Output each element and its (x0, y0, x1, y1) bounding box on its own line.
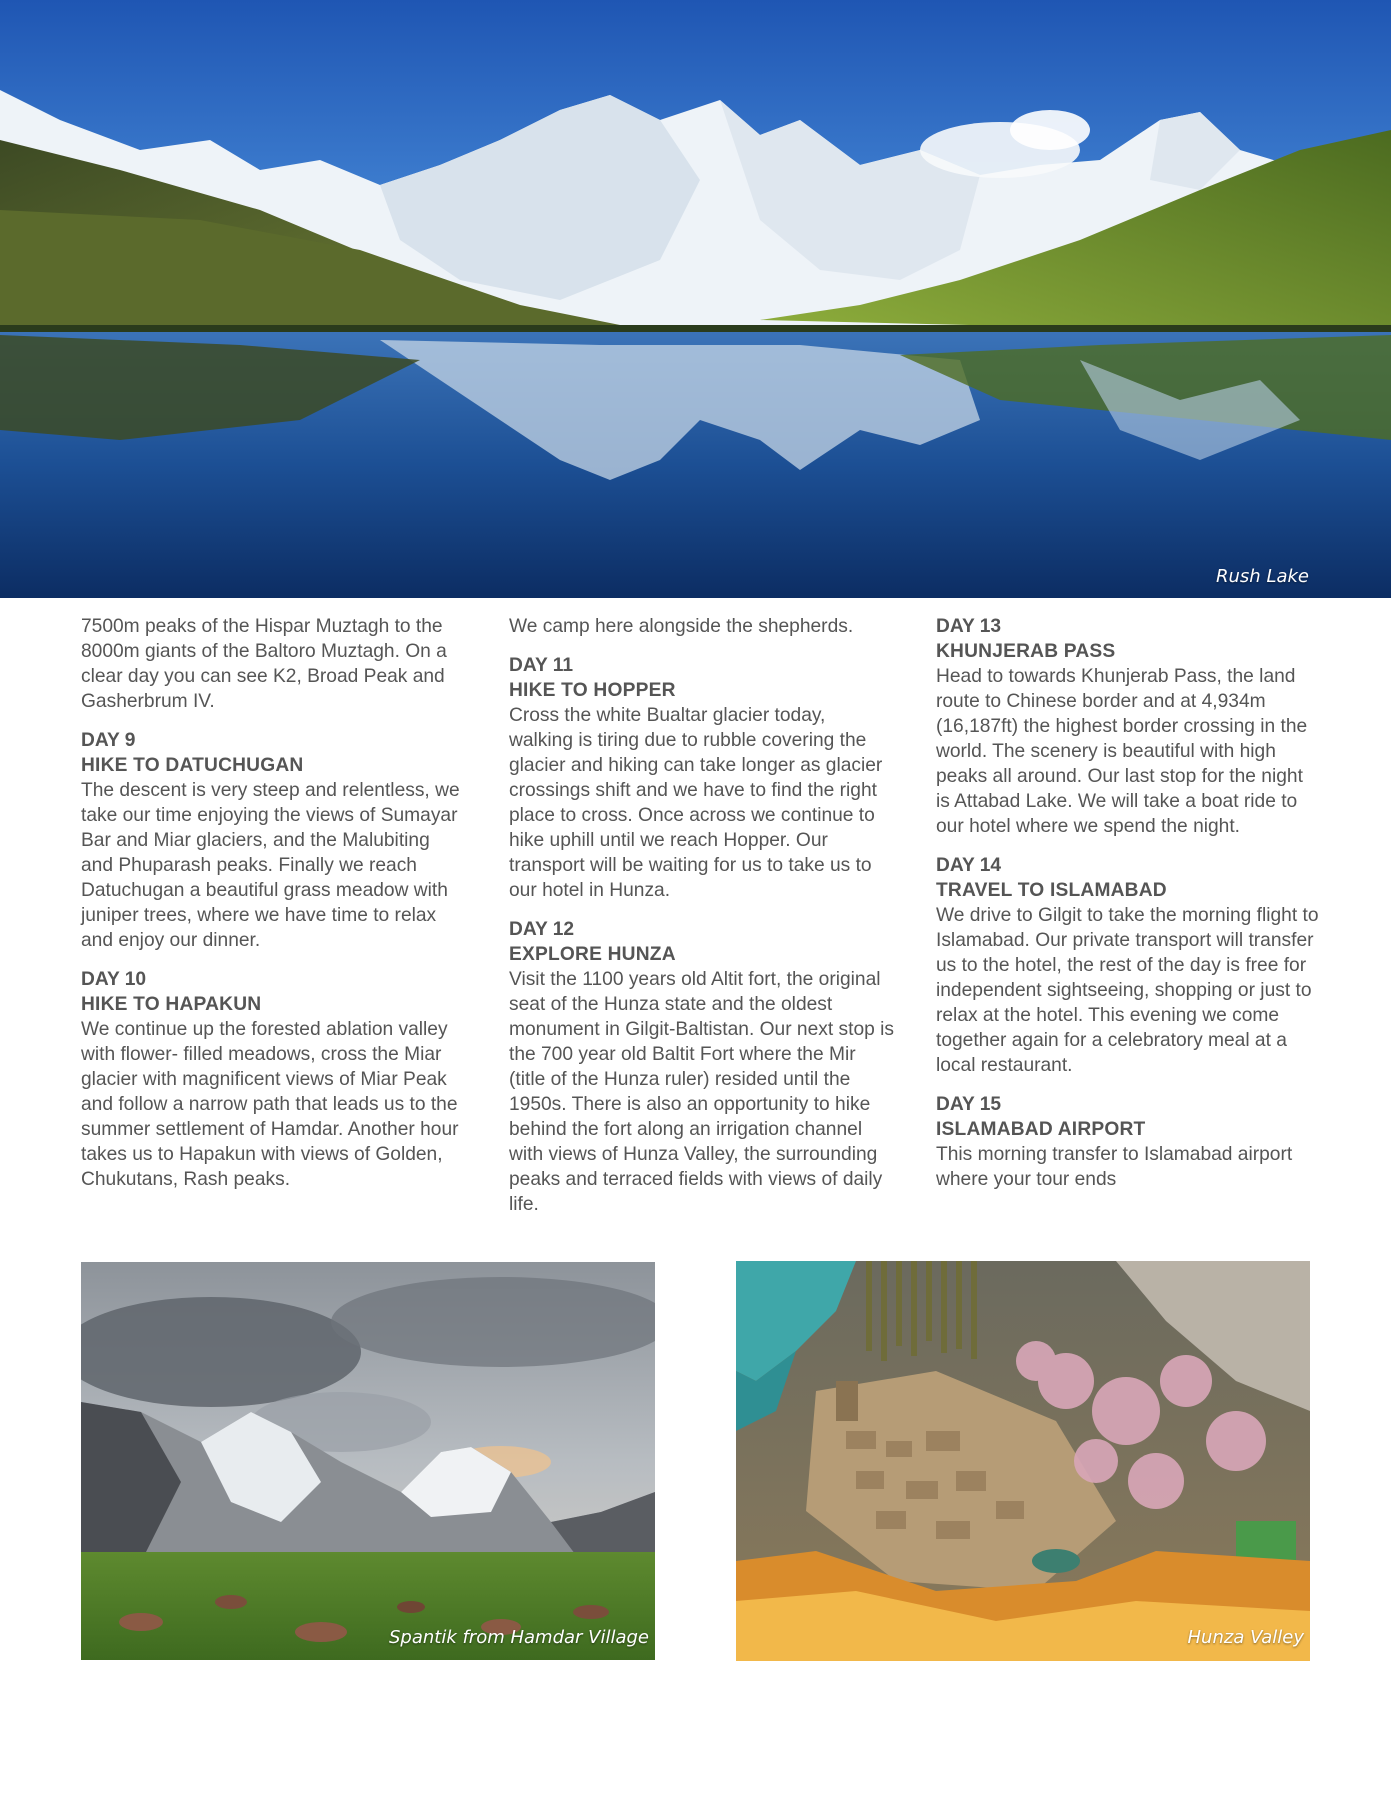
day-text: Head to towards Khunjerab Pass, the land route to Chinese border and at 4,934m (16,187ft) the highest border crossing in the world. The scenery is beautiful with high peaks all around. Our last stop for the night is Attabad Lake. We will take a boat ride to our hotel where we spend the night. (936, 666, 1308, 837)
day-label: DAY 13 (936, 616, 1002, 637)
day-title: EXPLORE HUNZA (509, 944, 676, 965)
day-9 (81, 728, 466, 953)
day-label: DAY 12 (509, 919, 575, 940)
photo-spantik (81, 1262, 655, 1660)
day-title: TRAVEL TO ISLAMABAD (936, 880, 1167, 901)
hero-image (0, 0, 1391, 598)
intro-text: We camp here alongside the shepherds. (509, 616, 854, 637)
day-title: HIKE TO HAPAKUN (81, 994, 262, 1015)
hero-caption: Rush Lake (1216, 566, 1309, 587)
hunza-illustration (736, 1261, 1310, 1661)
column-3 (936, 614, 1321, 1192)
day-label: DAY 15 (936, 1094, 1002, 1115)
day-label: DAY 9 (81, 730, 136, 751)
day-text: Cross the white Bualtar glacier today, walking is tiring due to rubble covering the glacier and hiking can take longer as glacier crossings shift and we have to find the right place to cross. Once across we continue to hike uphill until we reach Hopper. Our transport will be waiting for us to take us to our hotel in Hunza. (509, 705, 883, 901)
day-12 (509, 917, 894, 1217)
day-13 (936, 614, 1321, 839)
day-title: ISLAMABAD AIRPORT (936, 1119, 1146, 1140)
day-label: DAY 10 (81, 969, 147, 990)
photo-hunza (736, 1261, 1310, 1661)
day-title: KHUNJERAB PASS (936, 641, 1116, 662)
intro-text: 7500m peaks of the Hispar Muztagh to the 8000m giants of the Baltoro Muztagh. On a clear day you can see K2, Broad Peak and Gasherbrum IV. (81, 616, 447, 712)
column-1 (81, 614, 466, 1192)
day-title: HIKE TO DATUCHUGAN (81, 755, 304, 776)
day-11 (509, 653, 894, 903)
day-14 (936, 853, 1321, 1078)
column-2 (509, 614, 894, 1217)
day-text: This morning transfer to Islamabad airport where your tour ends (936, 1144, 1293, 1190)
day-label: DAY 11 (509, 655, 574, 676)
photo-caption: Hunza Valley (1187, 1627, 1304, 1648)
day-title: HIKE TO HOPPER (509, 680, 676, 701)
day-text: The descent is very steep and relentless, we take our time enjoying the views of Sumayar Bar and Miar glaciers, and the Malubiting and Phuparash peaks. Finally we reach Datuchugan a beautiful grass meadow with juniper trees, where we have time to relax and enjoy our dinner. (81, 780, 460, 951)
day-10 (81, 967, 466, 1192)
photo-caption: Spantik from Hamdar Village (388, 1627, 649, 1648)
day-text: We continue up the forested ablation valley with flower- filled meadows, cross the Miar glacier with magnificent views of Miar Peak and follow a narrow path that leads us to the summer settlement of Hamdar. Another hour takes us to Hapakun with views of Golden, Chukutans, Rash peaks. (81, 1019, 459, 1190)
day-15 (936, 1092, 1321, 1192)
day-text: We drive to Gilgit to take the morning flight to Islamabad. Our private transport will transfer us to the hotel, the rest of the day is free for independent sightseeing, shopping or just to relax at the hotel. This evening we come together again for a celebratory meal at a local restaurant. (936, 905, 1319, 1076)
day-label: DAY 14 (936, 855, 1002, 876)
day-text: Visit the 1100 years old Altit fort, the original seat of the Hunza state and the oldest monument in Gilgit-Baltistan. Our next stop is the 700 year old Baltit Fort where the Mir (title of the Hunza ruler) resided until the 1950s. There is also an opportunity to hike behind the fort along an irrigation channel with views of Hunza Valley, the surrounding peaks and terraced fields with views of daily life. (509, 969, 894, 1215)
spantik-illustration (81, 1262, 655, 1660)
rush-lake-illustration (0, 0, 1391, 598)
